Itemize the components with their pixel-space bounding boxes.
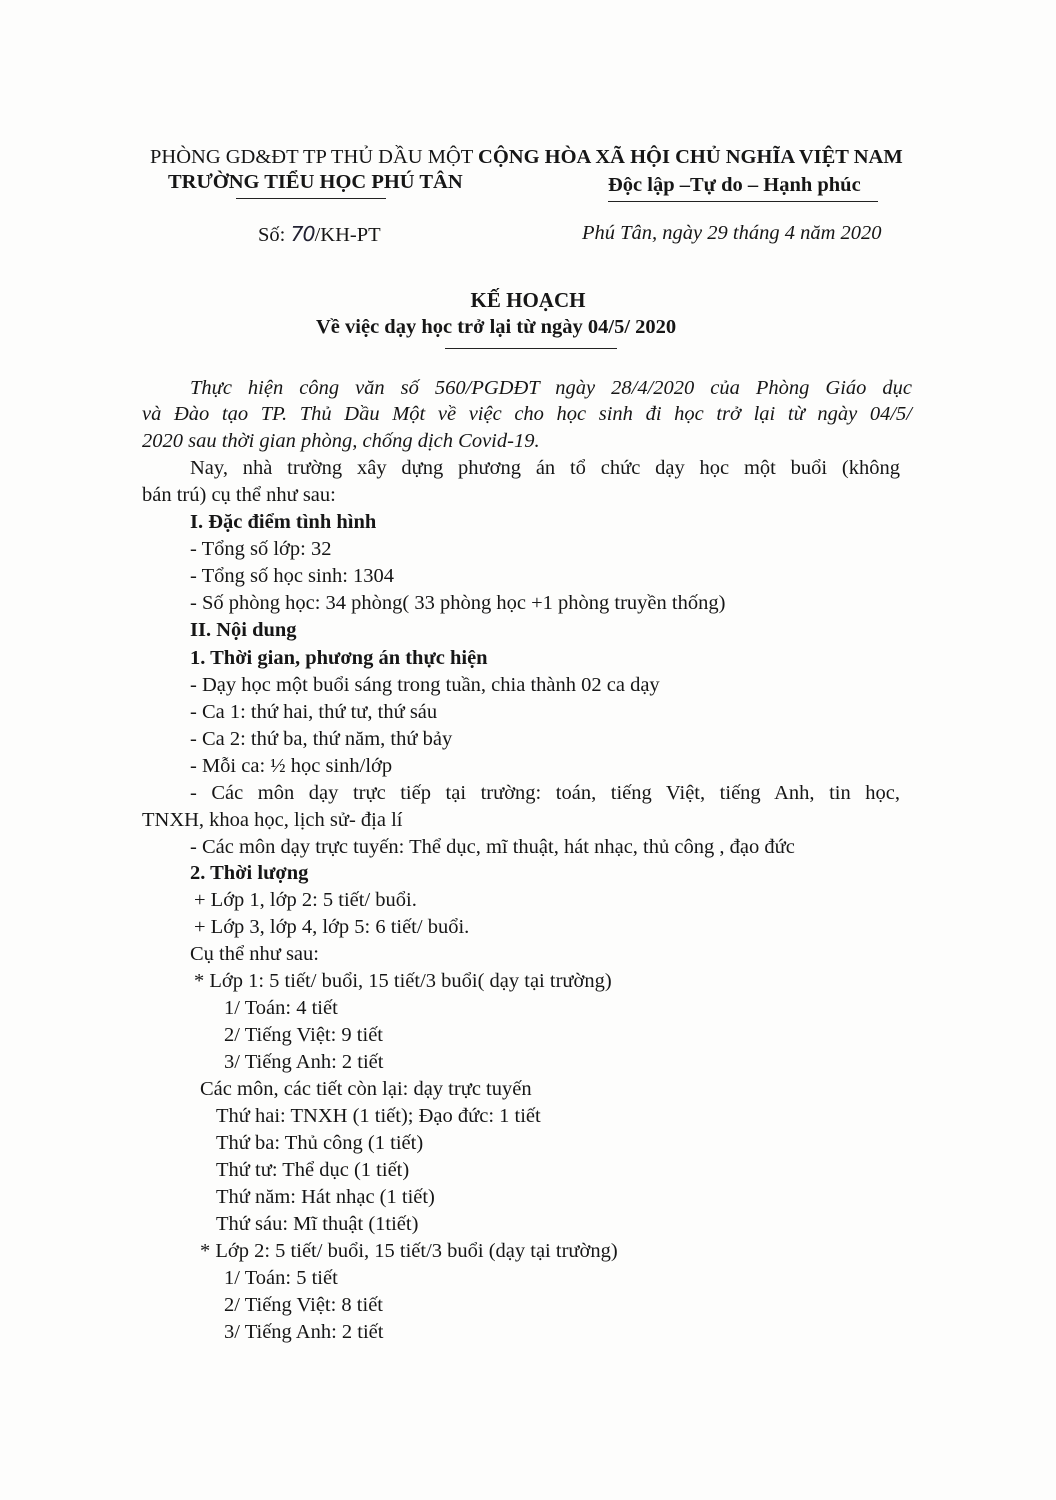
header-line1	[150, 146, 903, 169]
grade-1-subject: 1/ Toán: 4 tiết	[224, 997, 338, 1019]
grade-2-heading: * Lớp 2: 5 tiết/ buổi, 15 tiết/3 buổi (dạy tại trường)	[200, 1240, 618, 1262]
section-1-item: - Tổng số học sinh: 1304	[190, 565, 395, 587]
duration-item: + Lớp 3, lớp 4, lớp 5: 6 tiết/ buổi.	[194, 916, 470, 938]
document-subtitle: Về việc dạy học trở lại từ ngày 04/5/ 2020	[316, 316, 677, 338]
grade-1-online-day: Thứ sáu: Mĩ thuật (1tiết)	[216, 1213, 419, 1235]
subsection-1-heading: 1. Thời gian, phương án thực hiện	[190, 647, 488, 669]
duration-item: + Lớp 1, lớp 2: 5 tiết/ buổi.	[194, 889, 417, 911]
direct-subjects-line-1: - Các môn dạy trực tiếp tại trường: toán, tiếng Việt, tiếng Anh, tin học,	[190, 782, 900, 804]
section-1-item: - Số phòng học: 34 phòng( 33 phòng học +1 phòng truyền thống)	[190, 592, 726, 614]
grade-1-online-day: Thứ ba: Thủ công (1 tiết)	[216, 1132, 424, 1154]
subsection-1-item: - Ca 2: thứ ba, thứ năm, thứ bảy	[190, 728, 453, 750]
grade-1-online-day: Thứ hai: TNXH (1 tiết); Đạo đức: 1 tiết	[216, 1105, 541, 1127]
subsection-2-heading: 2. Thời lượng	[190, 862, 309, 884]
date-line: Phú Tân, ngày 29 tháng 4 năm 2020	[582, 222, 882, 244]
section-2-heading: II. Nội dung	[190, 619, 297, 641]
intro-line-3: 2020 sau thời gian phòng, chống dịch Covid-19.	[142, 430, 540, 452]
school-underline	[236, 198, 386, 199]
grade-1-online-day: Thứ tư: Thể dục (1 tiết)	[216, 1159, 410, 1181]
document-title: KẾ HOẠCH	[470, 288, 586, 312]
intro-line-1: Thực hiện công văn số 560/PGDĐT ngày 28/4/2020 của Phòng Giáo dục	[190, 377, 912, 399]
online-subjects: - Các môn dạy trực tuyến: Thể dục, mĩ thuật, hát nhạc, thủ công , đạo đức	[190, 836, 795, 858]
document-number	[258, 222, 381, 247]
subsection-1-item: - Mỗi ca: ½ học sinh/lớp	[190, 755, 393, 777]
national-motto: Độc lập –Tự do – Hạnh phúc	[608, 174, 861, 196]
grade-1-subject: 3/ Tiếng Anh: 2 tiết	[224, 1051, 384, 1073]
grade-1-online-label: Các môn, các tiết còn lại: dạy trực tuyến	[200, 1078, 532, 1100]
subtitle-underline	[445, 348, 617, 349]
grade-1-online-day: Thứ năm: Hát nhạc (1 tiết)	[216, 1186, 435, 1208]
grade-2-subject: 3/ Tiếng Anh: 2 tiết	[224, 1321, 384, 1343]
intro-para2-line-1: Nay, nhà trường xây dựng phương án tổ chức dạy học một buổi (không	[190, 457, 900, 479]
handwritten-number: 70	[290, 222, 315, 246]
section-1-item: - Tổng số lớp: 32	[190, 538, 332, 560]
grade-1-heading: * Lớp 1: 5 tiết/ buổi, 15 tiết/3 buổi( dạy tại trường)	[194, 970, 612, 992]
detail-label: Cụ thể như sau:	[190, 943, 319, 965]
national-title: CỘNG HÒA XÃ HỘI CHỦ NGHĨA VIỆT NAM	[478, 146, 903, 168]
subsection-1-item: - Ca 1: thứ hai, thứ tư, thứ sáu	[190, 701, 438, 723]
motto-underline	[608, 201, 878, 202]
grade-2-subject: 1/ Toán: 5 tiết	[224, 1267, 338, 1289]
intro-para2-line-2: bán trú) cụ thể như sau:	[142, 484, 336, 506]
school-name: TRƯỜNG TIỂU HỌC PHÚ TÂN	[168, 171, 463, 193]
section-1-heading: I. Đặc điểm tình hình	[190, 511, 377, 533]
intro-line-2: và Đào tạo TP. Thủ Dầu Một về việc cho học sinh đi học trở lại từ ngày 04/5/	[142, 403, 912, 425]
department-name: PHÒNG GD&ĐT TP THỦ DẦU MỘT	[150, 146, 473, 168]
number-prefix: Số:	[258, 224, 291, 246]
grade-2-subject: 2/ Tiếng Việt: 8 tiết	[224, 1294, 383, 1316]
number-suffix: /KH-PT	[314, 224, 381, 246]
grade-1-subject: 2/ Tiếng Việt: 9 tiết	[224, 1024, 383, 1046]
subsection-1-item: - Dạy học một buổi sáng trong tuần, chia thành 02 ca dạy	[190, 674, 660, 696]
direct-subjects-line-2: TNXH, khoa học, lịch sử- địa lí	[142, 809, 403, 831]
